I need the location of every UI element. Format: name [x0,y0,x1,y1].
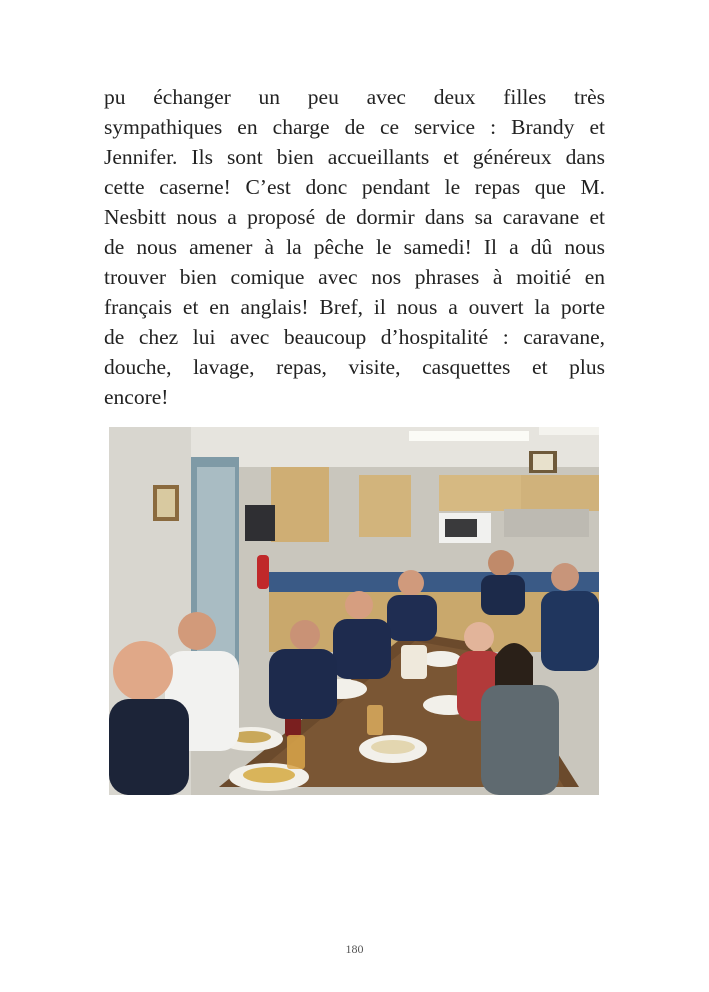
text-line: cette caserne! C’est donc pendant le repas que M. [104,175,605,199]
text-line: Nesbitt nous a proposé de dormir dans sa caravane et [104,205,605,229]
text-line: Jennifer. Ils sont bien accueillants et généreux dans [104,145,605,169]
text-line: sympathiques en charge de ce service : Brandy et [104,115,605,139]
text-line: encore! [104,385,169,409]
text-line: pu échanger un peu avec deux filles très [104,85,605,109]
text-line: trouver bien comique avec nos phrases à moitié en [104,265,605,289]
text-line: douche, lavage, repas, visite, casquettes et plus [104,355,605,379]
text-line: français et en anglais! Bref, il nous a ouvert la porte [104,295,605,319]
body-paragraph [104,82,605,412]
group-meal-photo [109,427,599,795]
text-line: de chez lui avec beaucoup d’hospitalité : caravane, [104,325,605,349]
text-line: de nous amener à la pêche le samedi! Il a dû nous [104,235,605,259]
page-number: 180 [345,942,364,956]
